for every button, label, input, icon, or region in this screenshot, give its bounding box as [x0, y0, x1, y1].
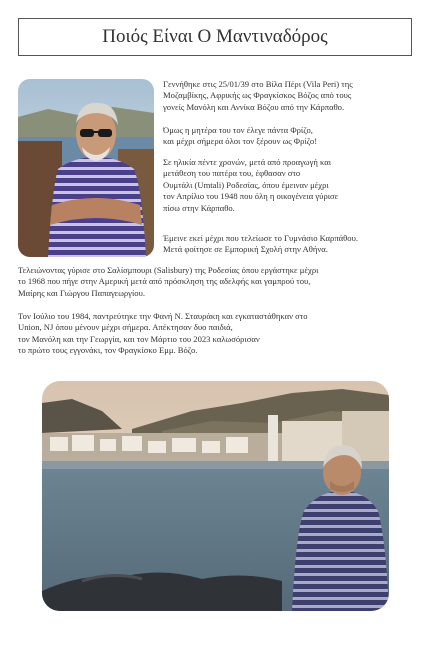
bio-paragraph-birth: Γεννήθηκε στις 25/01/39 στο Βίλα Πέρι (Vila Peri) της Μοζαμβίκης, Αφρικής ως Φραγκίσκος Βόζος από τους γονείς Μανόλη και Αννίκα Βόζου από την Κάρπαθο.	[163, 79, 353, 112]
portrait-photo	[18, 79, 154, 257]
page-title	[18, 18, 412, 56]
bio-paragraph-rhodesia: Σε ηλικία πέντε χρονών, μετά από προαγωγή και μετάθεση του πατέρα του, έφθασαν στο Ουμτάλι (Umtali) Ροδεσίας, όπου έμειναν μέχρι τον Απρίλιο του 1948 που όλη η οικογένεια γύρισε πίσω στην Κάρπαθο.	[163, 157, 339, 213]
page-title-text: Ποιός Είναι Ο Μαντιναδόρος	[102, 26, 328, 47]
bio-paragraph-family: Τον Ιούλιο του 1984, παντρεύτηκε την Φανή Ν. Σταυράκη και εγκαταστάθηκαν στο Union, NJ όπου μένουν μέχρι σήμερα. Απέκτησαν δυο παιδιά, τον Μανόλη και την Γεωργία, και τον Μάρτιο του 2023 καλωσόρισαν το πρώτο τους εγγονάκι, τον Φραγκίσκο Εμμ. Βόζο.	[18, 311, 308, 356]
bio-paragraph-school: Έμεινε εκεί μέχρι που τελείωσε το Γυμνάσιο Καρπάθου. Μετά φοίτησε σε Εμπορική Σχολή στην Αθήνα.	[163, 233, 358, 255]
bio-paragraph-nickname: Όμως η μητέρα του τον έλεγε πάντα Φρίζο, και μέχρι σήμερα όλοι τον ξέρουν ως Φρίζο!	[163, 125, 318, 147]
bio-paragraph-america: Τελειώνοντας γύρισε στο Σαλίσμπουρι (Salisbury) της Ροδεσίας όπου εργάστηκε μέχρι το 1968 που πήγε στην Αμερική μετά από πρόσκληση της αδελφής και γαμπρού του, Μαίρης και Γιώργου Παπαγεωργίου.	[18, 265, 319, 298]
harbor-photo	[42, 381, 389, 611]
